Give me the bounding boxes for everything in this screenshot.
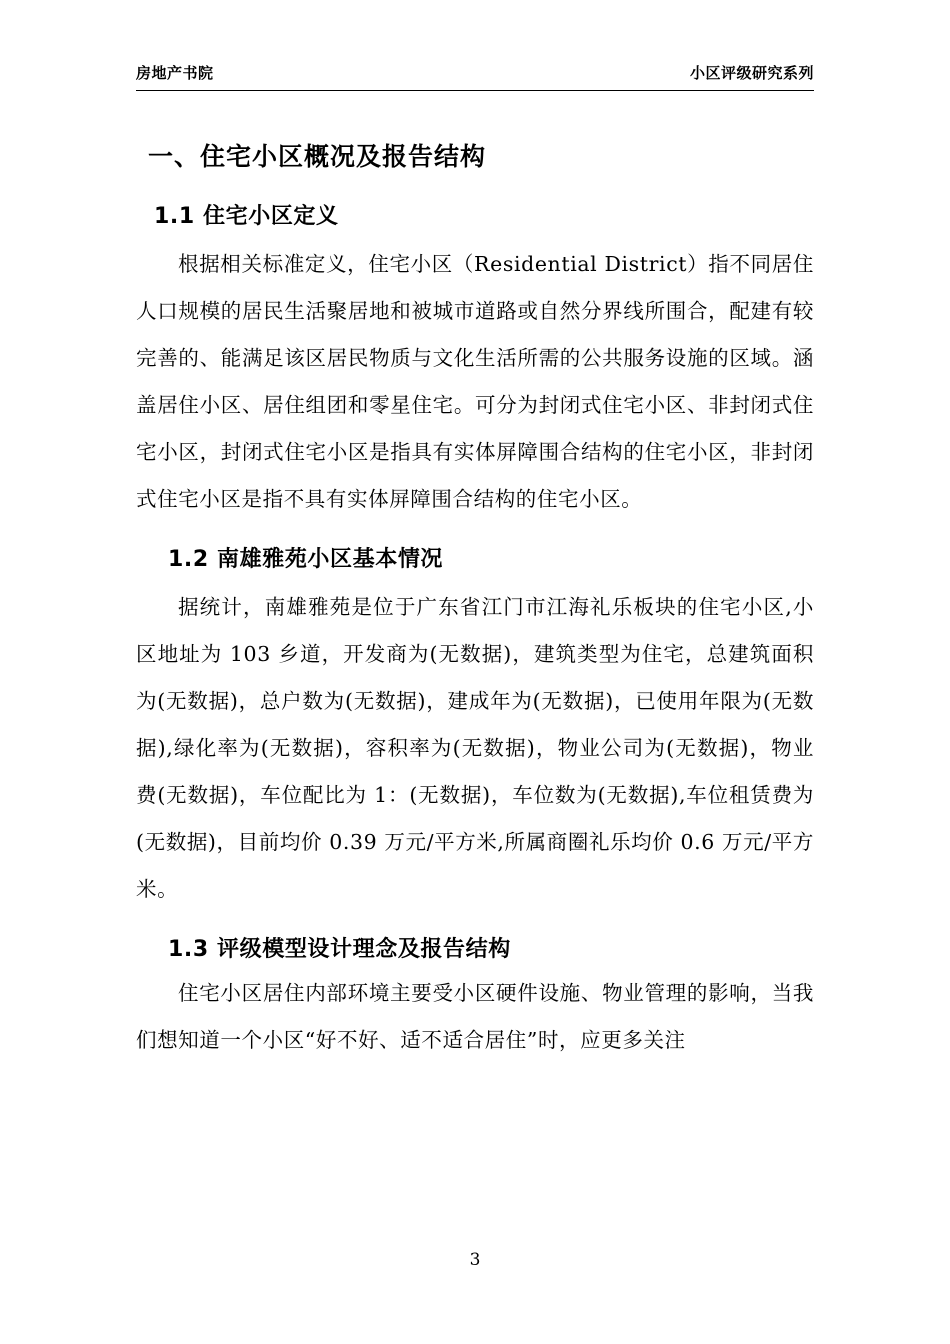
paragraph-1-1: 根据相关标准定义，住宅小区（Residential District）指不同居住人口规模的居民生活聚居地和被城市道路或自然分界线所围合，配建有较完善的、能满足该区居民物质与文化生活所需的公共服务设施的区域。涵盖居住小区、居住组团和零星住宅。可分为封闭式住宅小区、非封闭式住宅小区，封闭式住宅小区是指具有实体屏障围合结构的住宅小区，非封闭式住宅小区是指不具有实体屏障围合结构的住宅小区。	[136, 251, 814, 511]
header-right-text: 小区评级研究系列	[689, 64, 814, 82]
section-heading-1-1: 1.1 住宅小区定义	[154, 203, 339, 229]
paragraph-1-2: 据统计，南雄雅苑是位于广东省江门市江海礼乐板块的住宅小区,小区地址为 103 乡道，开发商为(无数据)，建筑类型为住宅，总建筑面积为(无数据)，总户数为(无数据)，建成年为(无数据)，已使用年限为(无数据),绿化率为(无数据)，容积率为(无数据)，物业公司为(无数据)，物业费(无数据)，车位配比为 1：(无数据)，车位数为(无数据),车位租赁费为(无数据)，目前均价 0.39 万元/平方米,所属商圈礼乐均价 0.6 万元/平方米。	[136, 594, 814, 901]
header-divider	[136, 90, 814, 91]
section-heading-1-3: 1.3 评级模型设计理念及报告结构	[168, 936, 511, 962]
section-heading-1-2: 1.2 南雄雅苑小区基本情况	[168, 546, 444, 572]
header-left-text: 房地产书院	[136, 64, 214, 82]
chapter-heading: 一、住宅小区概况及报告结构	[148, 142, 487, 171]
paragraph-1-3: 住宅小区居住内部环境主要受小区硬件设施、物业管理的影响，当我们想知道一个小区“好不好、适不适合居住”时，应更多关注	[136, 980, 814, 1052]
page-header	[136, 62, 814, 83]
page-number: 3	[469, 1250, 481, 1270]
page-content	[136, 122, 814, 1064]
